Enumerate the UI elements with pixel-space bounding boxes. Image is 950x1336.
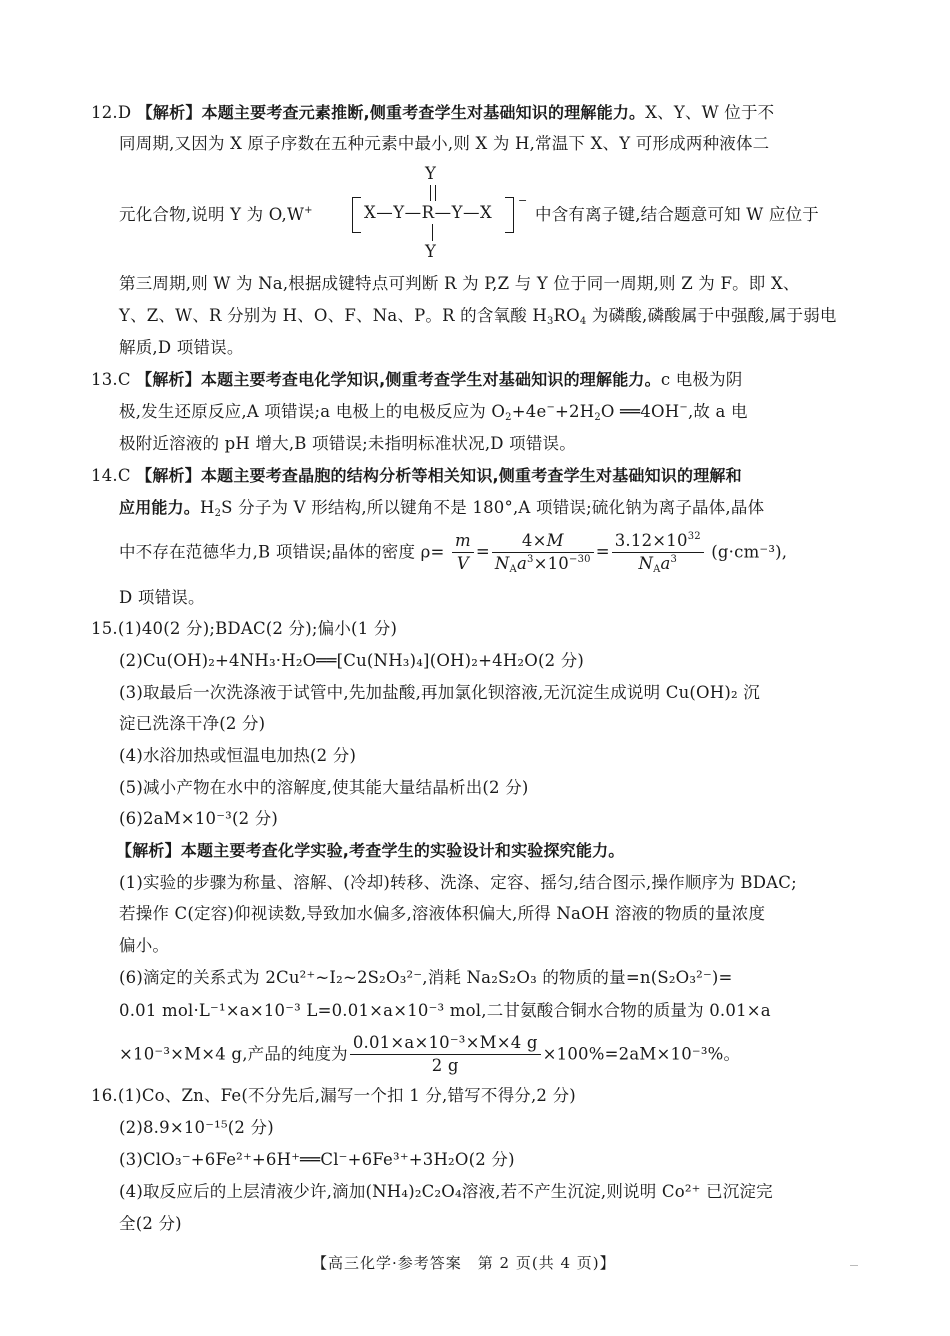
page-footer: 【高三化学·参考答案 第 2 页(共 4 页)】 xyxy=(312,1254,616,1272)
fraction-4m: $\frac{4\times M}{N_Aa^3\times 10^{-30}}$ xyxy=(492,530,594,575)
q15-text: ×10⁻³×M×4 g,产品的纯度为 xyxy=(119,1044,348,1064)
density-unit: (g·cm⁻³), xyxy=(711,542,788,562)
q12-line-2: 同周期,又因为 X 原子序数在五种元素中最小,则 X 为 H,常温下 X、Y 可形成两种液体二 xyxy=(119,134,770,153)
q12-text: 为磷酸,磷酸属于中强酸,属于弱电 xyxy=(591,306,837,325)
fraction-m-v: $\frac{m}{V}$ xyxy=(452,530,474,575)
q14-tag-cont: 应用能力。 xyxy=(119,498,201,517)
q16-line-5: 全(2 分) xyxy=(119,1214,182,1233)
q12-text: Y、Z、W、R 分别为 H、O、F、Na、P。R 的含氧酸 H xyxy=(119,306,547,325)
double-bond xyxy=(430,185,436,201)
fraction-312: $\frac{3.12\times 10^{32}}{N_Aa^3}$ xyxy=(612,530,704,575)
q16-line-2: (2)8.9×10⁻¹⁵(2 分) xyxy=(119,1118,274,1137)
q14-line-1 xyxy=(91,465,742,487)
q12-number: 12.D xyxy=(91,103,132,122)
q12-line-4: 第三周期,则 W 为 Na,根据成键特点可判断 R 为 P,Z 与 Y 位于同一周期,则 Z 为 F。即 X、 xyxy=(119,274,800,293)
q15-line-2: (2)Cu(OH)₂+4NH₃·H₂O══[Cu(NH₃)₄](OH)₂+4H₂O(2 分) xyxy=(119,651,585,670)
q12-line-5: Y、Z、W、R 分别为 H、O、F、Na、P。R 的含氧酸 $H_3RO_4$ 为磷酸,磷酸属于中强酸,属于弱电 xyxy=(119,306,837,327)
q12-line-6: 解质,D 项错误。 xyxy=(119,338,244,357)
q15-line-4: 淀已洗涤干净(2 分) xyxy=(119,714,266,733)
q15-analysis-5: 0.01 mol·L⁻¹×a×10⁻³ L=0.01×a×10⁻³ mol,二甘氨酸合铜水合物的质量为 0.01×a xyxy=(119,1001,771,1020)
q16-line-4: (4)取反应后的上层清液少许,滴加(NH₄)₂C₂O₄溶液,若不产生沉淀,则说明 Co²⁺ 已沉淀完 xyxy=(119,1182,773,1201)
q12-line-3 xyxy=(119,204,313,226)
q14-line-3: 中不存在范德华力,B 项错误;晶体的密度 ρ= $\frac{m}{V}$ = $\frac{4\times M}{N_Aa^3\times 10^{-30}}$ = $\frac{3.12\times 10^{32}}{N_Aa^3}$ (g·cm⁻³), xyxy=(119,531,788,575)
left-bracket xyxy=(352,197,361,233)
q12-text: X、Y、W 位于不 xyxy=(645,103,775,122)
q12-line-3b: 中含有离子键,结合题意可知 W 应位于 xyxy=(535,205,819,224)
q12-analysis-tag: 【解析】本题主要考查元素推断,侧重考查学生对基础知识的理解能力。 xyxy=(136,103,646,122)
q15-text: ×100%=2aM×10⁻³%。 xyxy=(542,1044,741,1064)
q15-line-6: (5)减小产物在水中的溶解度,使其能大量结晶析出(2 分) xyxy=(119,778,529,797)
q14-text: 中不存在范德华力,B 项错误;晶体的密度 ρ= xyxy=(119,542,445,562)
q15-line-3: (3)取最后一次洗涤液于试管中,先加盐酸,再加氯化钡溶液,无沉淀生成说明 Cu(OH)₂ 沉 xyxy=(119,683,760,702)
q13-text: ,故 a 电 xyxy=(687,402,748,421)
q15-line-7: (6)2aM×10⁻³(2 分) xyxy=(119,809,279,828)
q12-line-1 xyxy=(91,102,774,124)
scan-mark xyxy=(850,1265,858,1266)
q15-analysis-4: (6)滴定的关系式为 2Cu²⁺~I₂~2S₂O₃²⁻,消耗 Na₂S₂O₃ 的物质的量=n(S₂O₃²⁻)= xyxy=(119,968,733,987)
q14-line-4: D 项错误。 xyxy=(119,588,205,607)
q15-analysis-1: (1)实验的步骤为称量、溶解、(冷却)转移、洗涤、定容、摇匀,结合图示,操作顺序为 BDAC; xyxy=(119,873,797,892)
q13-line-1 xyxy=(91,369,743,391)
purity-fraction xyxy=(350,1032,541,1077)
q13-text: c 电极为阴 xyxy=(660,370,743,389)
q14-analysis-tag: 【解析】本题主要考查晶胞的结构分析等相关知识,侧重考查学生对基础知识的理解和 xyxy=(136,466,742,485)
q15-analysis-2: 若操作 C(定容)仰视读数,导致加水偏多,溶液体积偏大,所得 NaOH 溶液的物质的量浓度 xyxy=(119,904,766,923)
formula-chain: X—Y—R—Y—X xyxy=(364,203,493,222)
q16-line-3: (3)ClO₃⁻+6Fe²⁺+6H⁺══Cl⁻+6Fe³⁺+3H₂O(2 分) xyxy=(119,1150,515,1169)
q13-line-2: 极,发生还原反应,A 项错误;a 电极上的电极反应为 $O_2+4e^-+2H_2O$ ══4OH−,故 a 电 xyxy=(119,402,748,423)
q13-line-3: 极附近溶液的 pH 增大,B 项错误;未指明标准状况,D 项错误。 xyxy=(119,434,576,453)
q15-analysis-3: 偏小。 xyxy=(119,936,170,955)
q16-line-1: 16.(1)Co、Zn、Fe(不分先后,漏写一个扣 1 分,错写不得分,2 分) xyxy=(91,1086,576,1105)
q13-text: 极,发生还原反应,A 项错误;a 电极上的电极反应为 O xyxy=(119,402,506,421)
anion-charge: − xyxy=(518,194,528,207)
q14-text: S 分子为 V 形结构,所以键角不是 180°,A 项错误;硫化钠为离子晶体,晶体 xyxy=(221,498,765,517)
fraction-denominator: 2 g xyxy=(431,1056,459,1075)
q13-analysis-tag: 【解析】本题主要考查电化学知识,侧重考查学生对基础知识的理解能力。 xyxy=(136,370,661,389)
q12-text: RO xyxy=(553,306,580,325)
q13-text: +4e xyxy=(511,402,547,421)
formula-bottom-atom: Y xyxy=(425,242,436,261)
fraction-numerator: 0.01×a×10⁻³×M×4 g xyxy=(350,1032,541,1055)
q13-number: 13.C xyxy=(91,370,131,389)
cation-charge: + xyxy=(304,205,313,216)
single-bond xyxy=(432,224,433,241)
q13-text: O ══4OH xyxy=(600,402,680,421)
q14-number: 14.C xyxy=(91,466,131,485)
formula-top-atom: Y xyxy=(425,164,436,183)
q14-text: H xyxy=(200,498,215,517)
q12-text: 元化合物,说明 Y 为 O,W xyxy=(119,205,305,224)
q15-analysis-tag: 【解析】本题主要考查化学实验,考查学生的实验设计和实验探究能力。 xyxy=(116,841,625,860)
q14-line-2: 应用能力。$H_2S$ 分子为 V 形结构,所以键角不是 180°,A 项错误;硫化钠为离子晶体,晶体 xyxy=(119,498,765,519)
q15-line-1: 15.(1)40(2 分);BDAC(2 分);偏小(1 分) xyxy=(91,619,398,638)
q13-text: +2H xyxy=(555,402,595,421)
q15-analysis-6 xyxy=(119,1032,740,1077)
right-bracket xyxy=(505,197,514,233)
q15-line-5: (4)水浴加热或恒温电加热(2 分) xyxy=(119,746,357,765)
